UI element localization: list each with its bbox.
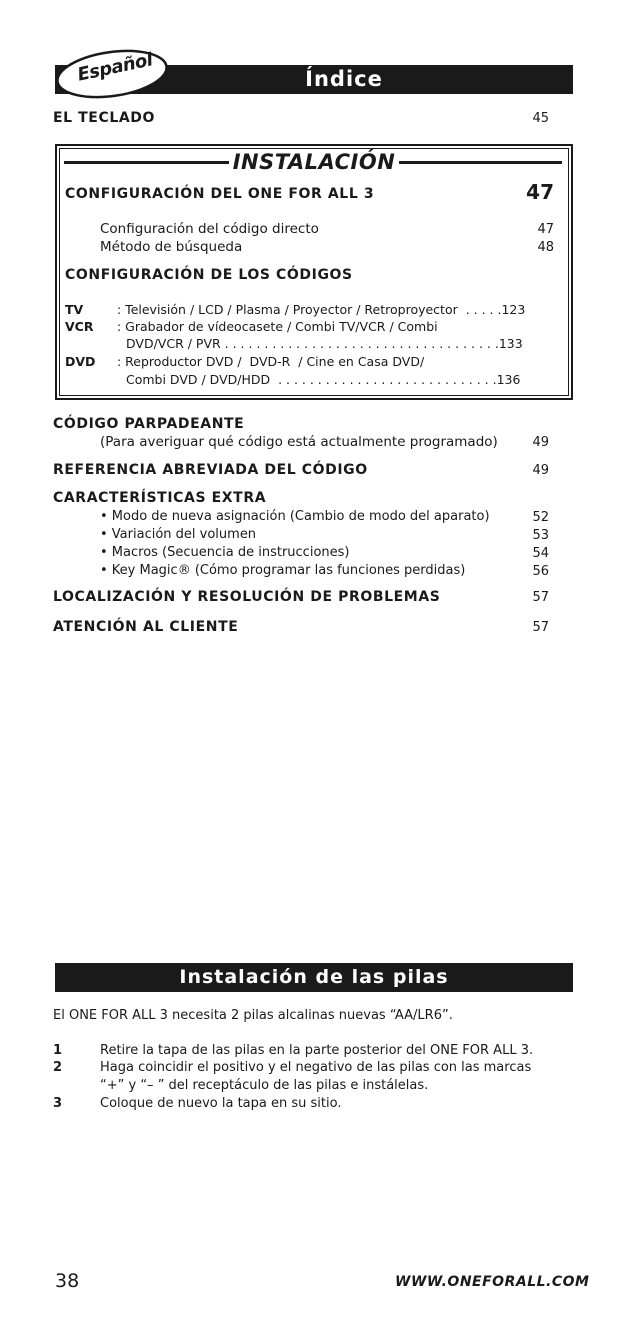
page-number: 38 [55, 1270, 80, 1292]
toc-keyboard-label: EL TECLADO [53, 110, 156, 126]
website-url[interactable]: WWW.ONEFORALL.COM [395, 1274, 590, 1290]
toc-setup-page: 47 [526, 180, 554, 204]
step-text: Retire la tapa de las pilas en la parte posterior del ONE FOR ALL 3. [100, 1043, 534, 1058]
code-device-dvd: DVD [65, 354, 96, 369]
toc-extra-item: • Key Magic® (Cómo programar las funciones perdidas) [100, 563, 466, 578]
code-line: Combi DVD / DVD/HDD . . . . . . . . . . . . . . . . . . . . . . . . . . . .136 [126, 372, 521, 387]
toc-setup-item-page: 47 [537, 222, 554, 237]
toc-extra-item: • Macros (Secuencia de instrucciones) [100, 545, 350, 560]
batteries-title: Instalación de las pilas [179, 966, 449, 988]
toc-setup-item: Método de búsqueda [100, 239, 243, 255]
toc-blink-sub: (Para averiguar qué código está actualmente programado) [100, 434, 498, 450]
toc-blink-label: CÓDIGO PARPADEANTE [53, 416, 245, 432]
installation-title: INSTALACIÓN [60, 150, 568, 174]
toc-setup-label: CONFIGURACIÓN DEL ONE FOR ALL 3 [65, 186, 375, 202]
step-number: 2 [53, 1060, 63, 1075]
step-number: 3 [53, 1096, 63, 1111]
code-line: : Reproductor DVD / DVD-R / Cine en Casa DVD/ [117, 354, 425, 369]
code-line: DVD/VCR / PVR . . . . . . . . . . . . . . . . . . . . . . . . . . . . . . . . . . .133 [126, 336, 523, 351]
toc-extra-item-page: 52 [532, 510, 549, 525]
toc-codes-heading: CONFIGURACIÓN DE LOS CÓDIGOS [65, 267, 353, 283]
code-device-vcr: VCR [65, 319, 94, 334]
step-text: “+” y “– ” del receptáculo de las pilas e instálelas. [100, 1078, 429, 1093]
step-text: Haga coincidir el positivo y el negativo de las pilas con las marcas [100, 1060, 532, 1075]
toc-blink-page: 49 [532, 435, 549, 450]
page-title: Índice [305, 67, 383, 91]
toc-setup-item-page: 48 [537, 240, 554, 255]
toc-extra-item-page: 53 [532, 528, 549, 543]
toc-troubleshooting-label: LOCALIZACIÓN Y RESOLUCIÓN DE PROBLEMAS [53, 589, 441, 605]
batteries-intro: El ONE FOR ALL 3 necesita 2 pilas alcalinas nuevas “AA/LR6”. [53, 1008, 453, 1023]
toc-quickref-label: REFERENCIA ABREVIADA DEL CÓDIGO [53, 462, 368, 478]
code-line: : Grabador de vídeocasete / Combi TV/VCR / Combi [117, 319, 438, 334]
step-text: Coloque de nuevo la tapa en su sitio. [100, 1096, 342, 1111]
step-number: 1 [53, 1043, 63, 1058]
toc-extra-item-page: 56 [532, 564, 549, 579]
toc-troubleshooting-page: 57 [532, 590, 549, 605]
toc-setup-item: Configuración del código directo [100, 221, 319, 237]
toc-quickref-page: 49 [532, 463, 549, 478]
toc-keyboard-page: 45 [532, 111, 549, 126]
toc-extra-item: • Variación del volumen [100, 527, 257, 542]
toc-extra-label: CARACTERÍSTICAS EXTRA [53, 490, 267, 506]
toc-customer-label: ATENCIÓN AL CLIENTE [53, 619, 239, 635]
language-badge-label: Español [75, 49, 155, 86]
toc-extra-item-page: 54 [532, 546, 549, 561]
code-line: : Televisión / LCD / Plasma / Proyector / Retroproyector . . . . .123 [117, 302, 526, 317]
toc-extra-item: • Modo de nueva asignación (Cambio de modo del aparato) [100, 509, 490, 524]
code-device-tv: TV [65, 302, 84, 317]
toc-customer-page: 57 [532, 620, 549, 635]
